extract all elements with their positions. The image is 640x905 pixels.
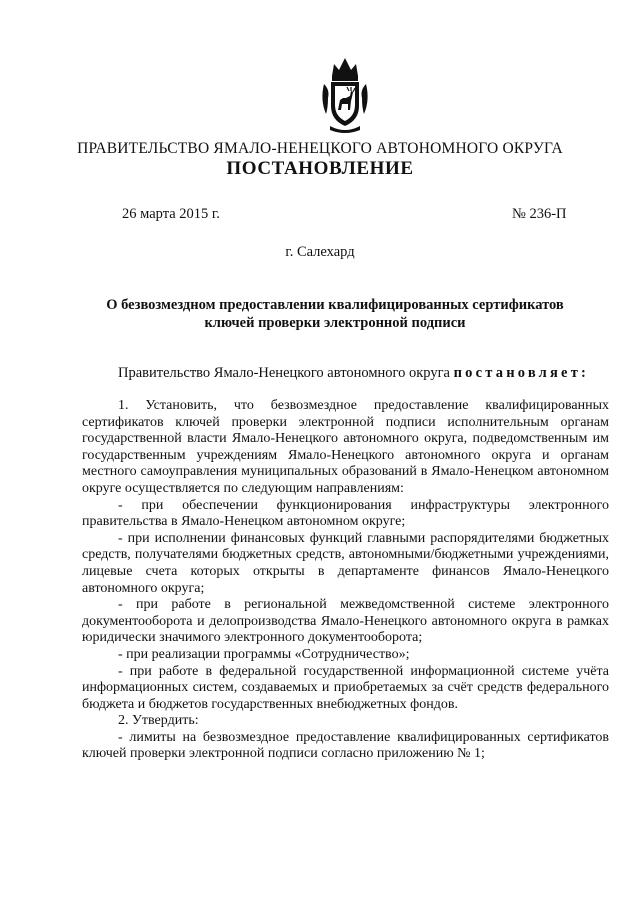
- paragraph: 1. Установить, что безвозмездное предоставление квалифицированных сертификатов ключей проверки электронной подписи исполнительным органам государственной власти Ямало-Ненецкого автономного округа, подведомственным им государственным учреждениям Ямало-Ненецкого автономного округа и органам местного самоуправления муниципальных образований в Ямало-Ненецком автономном округе осуществляется по следующим направлениям:: [82, 398, 609, 496]
- document-title: [70, 296, 600, 332]
- list-item: - при работе в региональной межведомственной системе электронного документооборота и делопроизводства Ямало-Ненецкого автономного округа в рамках юридически значимого электронного документооборота;: [82, 597, 609, 646]
- document-date: 26 марта 2015 г.: [122, 206, 220, 222]
- document-type: ПОСТАНОВЛЕНИЕ: [226, 158, 414, 179]
- title-line: ключей проверки электронной подписи: [204, 315, 466, 331]
- preamble: [118, 365, 589, 382]
- list-item: - при реализации программы «Сотрудничество»;: [118, 646, 410, 662]
- list-item: - при обеспечении функционирования инфраструктуры электронного правительства в Ямало-Ненецком автономном округе;: [82, 497, 609, 530]
- list-item: - при работе в федеральной государственной информационной системе учёта информационных систем, создаваемых и приобретаемых за счёт средств федерального бюджета и бюджетов государственных внебюджетных фондов.: [82, 663, 609, 712]
- preamble-resolves: постановляет:: [453, 365, 590, 381]
- document-body: [82, 398, 609, 763]
- document-city: г. Салехард: [285, 244, 355, 260]
- paragraph: 2. Утвердить:: [118, 713, 199, 729]
- list-item: - при исполнении финансовых функций главными распорядителями бюджетных средств, получателями бюджетных средств, автономными/бюджетными учреждениями, лицевые счета которых открыты в департаменте финансов Ямало-Ненецкого автономного округа;: [82, 530, 609, 596]
- list-item: - лимиты на безвозмездное предоставление квалифицированных сертификатов ключей проверки электронной подписи согласно приложению № 1;: [82, 729, 609, 762]
- title-line: О безвозмездном предоставлении квалифицированных сертификатов: [106, 297, 564, 313]
- coat-of-arms-icon: [320, 54, 370, 136]
- document-number: № 236-П: [512, 206, 567, 222]
- organization-name: ПРАВИТЕЛЬСТВО ЯМАЛО-НЕНЕЦКОГО АВТОНОМНОГО ОКРУГА: [77, 140, 563, 157]
- preamble-text: Правительство Ямало-Ненецкого автономного округа: [118, 365, 454, 381]
